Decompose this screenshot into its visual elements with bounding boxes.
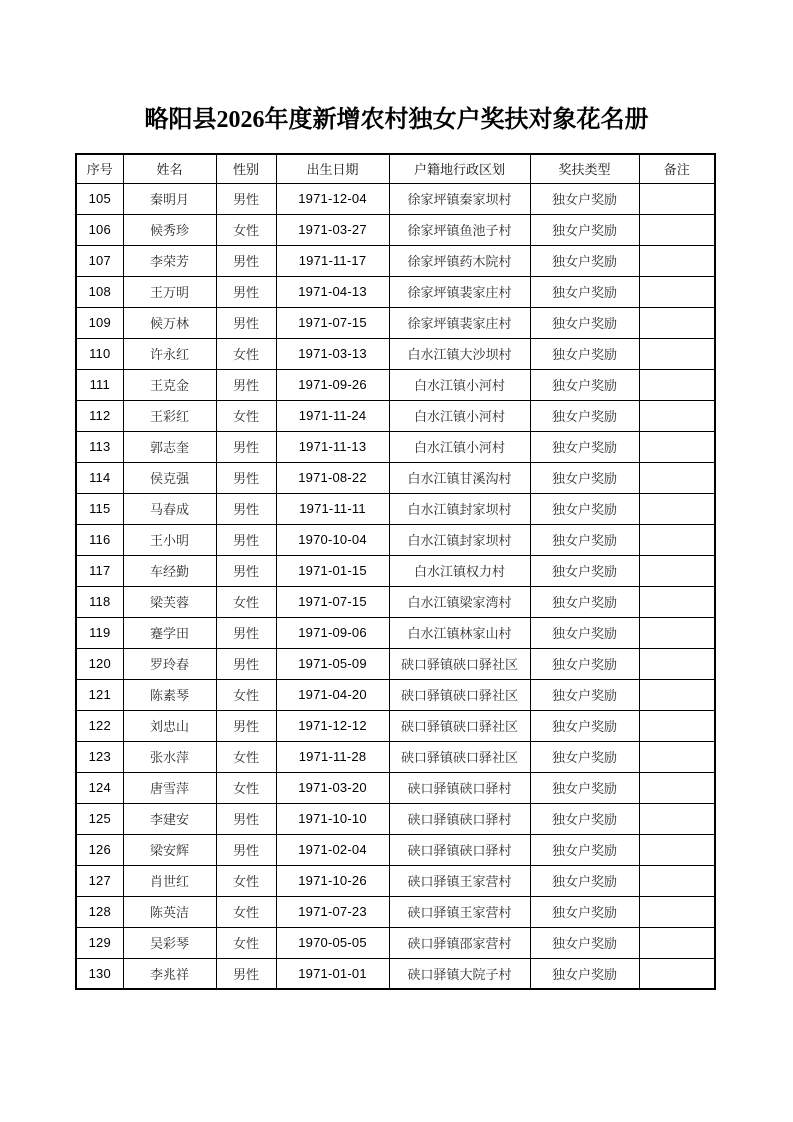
cell-name: 车经勤 [123,555,216,586]
cell-remark [639,214,715,245]
cell-index: 130 [76,958,123,989]
cell-remark [639,927,715,958]
cell-region: 白水江镇封家坝村 [389,524,530,555]
cell-name: 候万林 [123,307,216,338]
cell-gender: 女性 [216,400,276,431]
cell-birth-date: 1971-04-20 [276,679,389,710]
table-row [76,555,715,586]
cell-region: 硖口驿镇大院子村 [389,958,530,989]
cell-support-type: 独女户奖励 [530,245,639,276]
table-row [76,803,715,834]
cell-index: 109 [76,307,123,338]
cell-index: 119 [76,617,123,648]
cell-support-type: 独女户奖励 [530,214,639,245]
table-row [76,369,715,400]
cell-birth-date: 1971-03-27 [276,214,389,245]
cell-support-type: 独女户奖励 [530,524,639,555]
table-row [76,679,715,710]
cell-gender: 男性 [216,617,276,648]
cell-support-type: 独女户奖励 [530,648,639,679]
cell-region: 白水江镇封家坝村 [389,493,530,524]
cell-region: 硖口驿镇王家营村 [389,896,530,927]
cell-gender: 男性 [216,493,276,524]
cell-index: 126 [76,834,123,865]
cell-name: 王克金 [123,369,216,400]
cell-region: 白水江镇小河村 [389,400,530,431]
cell-region: 徐家坪镇鱼池子村 [389,214,530,245]
cell-region: 白水江镇林家山村 [389,617,530,648]
cell-remark [639,245,715,276]
cell-region: 硖口驿镇王家营村 [389,865,530,896]
cell-index: 116 [76,524,123,555]
cell-name: 刘忠山 [123,710,216,741]
cell-birth-date: 1971-12-12 [276,710,389,741]
cell-support-type: 独女户奖励 [530,307,639,338]
cell-region: 硖口驿镇硖口驿社区 [389,741,530,772]
cell-remark [639,679,715,710]
cell-name: 梁芙蓉 [123,586,216,617]
table-row [76,493,715,524]
cell-gender: 男性 [216,555,276,586]
cell-support-type: 独女户奖励 [530,493,639,524]
cell-birth-date: 1971-03-20 [276,772,389,803]
cell-remark [639,834,715,865]
cell-index: 121 [76,679,123,710]
cell-gender: 男性 [216,369,276,400]
cell-region: 硖口驿镇邵家营村 [389,927,530,958]
cell-birth-date: 1971-10-26 [276,865,389,896]
cell-support-type: 独女户奖励 [530,586,639,617]
cell-gender: 女性 [216,896,276,927]
cell-remark [639,865,715,896]
cell-birth-date: 1971-01-01 [276,958,389,989]
roster-table [75,153,716,990]
cell-name: 陈英洁 [123,896,216,927]
table-row [76,276,715,307]
cell-region: 硖口驿镇硖口驿村 [389,834,530,865]
cell-support-type: 独女户奖励 [530,865,639,896]
cell-index: 120 [76,648,123,679]
table-row [76,648,715,679]
cell-remark [639,896,715,927]
column-header-name: 姓名 [123,154,216,183]
cell-index: 129 [76,927,123,958]
table-row [76,896,715,927]
cell-birth-date: 1971-07-15 [276,586,389,617]
cell-region: 白水江镇梁家湾村 [389,586,530,617]
cell-gender: 女性 [216,927,276,958]
cell-gender: 男性 [216,276,276,307]
cell-birth-date: 1971-09-26 [276,369,389,400]
cell-gender: 女性 [216,586,276,617]
column-header-remark: 备注 [639,154,715,183]
cell-name: 陈素琴 [123,679,216,710]
cell-region: 白水江镇甘溪沟村 [389,462,530,493]
cell-support-type: 独女户奖励 [530,896,639,927]
cell-region: 白水江镇大沙坝村 [389,338,530,369]
cell-name: 罗玲春 [123,648,216,679]
cell-support-type: 独女户奖励 [530,338,639,369]
column-header-index: 序号 [76,154,123,183]
cell-support-type: 独女户奖励 [530,431,639,462]
table-row [76,400,715,431]
cell-remark [639,648,715,679]
cell-name: 候秀珍 [123,214,216,245]
cell-support-type: 独女户奖励 [530,834,639,865]
cell-remark [639,369,715,400]
cell-birth-date: 1971-12-04 [276,183,389,214]
cell-index: 105 [76,183,123,214]
cell-support-type: 独女户奖励 [530,555,639,586]
cell-name: 张水萍 [123,741,216,772]
cell-support-type: 独女户奖励 [530,462,639,493]
table-row [76,338,715,369]
cell-support-type: 独女户奖励 [530,617,639,648]
table-row [76,462,715,493]
cell-region: 硖口驿镇硖口驿社区 [389,679,530,710]
cell-support-type: 独女户奖励 [530,958,639,989]
cell-gender: 女性 [216,679,276,710]
table-row [76,524,715,555]
cell-index: 111 [76,369,123,400]
cell-remark [639,462,715,493]
cell-gender: 女性 [216,772,276,803]
cell-remark [639,803,715,834]
cell-name: 肖世红 [123,865,216,896]
cell-index: 106 [76,214,123,245]
table-row [76,710,715,741]
cell-remark [639,400,715,431]
cell-name: 唐雪萍 [123,772,216,803]
table-row [76,617,715,648]
cell-gender: 男性 [216,524,276,555]
cell-support-type: 独女户奖励 [530,400,639,431]
cell-birth-date: 1971-08-22 [276,462,389,493]
table-row [76,586,715,617]
cell-name: 郭志奎 [123,431,216,462]
cell-birth-date: 1971-11-24 [276,400,389,431]
cell-gender: 男性 [216,834,276,865]
cell-remark [639,338,715,369]
cell-region: 白水江镇小河村 [389,431,530,462]
cell-birth-date: 1971-11-11 [276,493,389,524]
table-body [76,183,715,989]
cell-birth-date: 1970-05-05 [276,927,389,958]
table-row [76,741,715,772]
cell-name: 李建安 [123,803,216,834]
cell-birth-date: 1971-11-17 [276,245,389,276]
cell-index: 117 [76,555,123,586]
cell-support-type: 独女户奖励 [530,710,639,741]
cell-index: 108 [76,276,123,307]
column-header-region: 户籍地行政区划 [389,154,530,183]
cell-remark [639,183,715,214]
cell-gender: 女性 [216,214,276,245]
cell-name: 秦明月 [123,183,216,214]
cell-gender: 女性 [216,338,276,369]
cell-index: 115 [76,493,123,524]
cell-name: 蹇学田 [123,617,216,648]
cell-index: 123 [76,741,123,772]
cell-index: 128 [76,896,123,927]
cell-support-type: 独女户奖励 [530,772,639,803]
cell-index: 114 [76,462,123,493]
cell-index: 118 [76,586,123,617]
page-title: 略阳县2026年度新增农村独女户奖扶对象花名册 [144,107,649,133]
cell-name: 马春成 [123,493,216,524]
cell-gender: 男性 [216,245,276,276]
cell-birth-date: 1971-03-13 [276,338,389,369]
cell-support-type: 独女户奖励 [530,679,639,710]
column-header-birth-date: 出生日期 [276,154,389,183]
cell-remark [639,710,715,741]
cell-support-type: 独女户奖励 [530,276,639,307]
cell-name: 侯克强 [123,462,216,493]
cell-birth-date: 1971-11-28 [276,741,389,772]
cell-birth-date: 1971-07-15 [276,307,389,338]
cell-gender: 男性 [216,648,276,679]
cell-index: 110 [76,338,123,369]
cell-gender: 男性 [216,462,276,493]
cell-support-type: 独女户奖励 [530,927,639,958]
cell-region: 白水江镇权力村 [389,555,530,586]
column-header-gender: 性别 [216,154,276,183]
cell-index: 122 [76,710,123,741]
cell-remark [639,617,715,648]
cell-index: 113 [76,431,123,462]
cell-name: 许永红 [123,338,216,369]
cell-remark [639,307,715,338]
cell-birth-date: 1971-09-06 [276,617,389,648]
cell-name: 李兆祥 [123,958,216,989]
cell-remark [639,431,715,462]
cell-name: 梁安辉 [123,834,216,865]
cell-gender: 男性 [216,183,276,214]
cell-birth-date: 1971-07-23 [276,896,389,927]
cell-gender: 男性 [216,803,276,834]
cell-gender: 女性 [216,741,276,772]
table-row [76,307,715,338]
cell-region: 硖口驿镇硖口驿村 [389,803,530,834]
cell-remark [639,276,715,307]
table-row [76,431,715,462]
cell-birth-date: 1971-02-04 [276,834,389,865]
table-row [76,958,715,989]
table-row [76,834,715,865]
table-row [76,245,715,276]
cell-region: 徐家坪镇秦家坝村 [389,183,530,214]
cell-remark [639,741,715,772]
table-row [76,927,715,958]
cell-index: 107 [76,245,123,276]
cell-name: 王彩红 [123,400,216,431]
cell-remark [639,555,715,586]
cell-gender: 男性 [216,710,276,741]
table-row [76,183,715,214]
cell-remark [639,524,715,555]
cell-support-type: 独女户奖励 [530,183,639,214]
cell-index: 112 [76,400,123,431]
cell-birth-date: 1971-11-13 [276,431,389,462]
cell-region: 白水江镇小河村 [389,369,530,400]
cell-gender: 男性 [216,958,276,989]
cell-remark [639,772,715,803]
cell-birth-date: 1971-05-09 [276,648,389,679]
cell-birth-date: 1971-01-15 [276,555,389,586]
table-row [76,865,715,896]
cell-birth-date: 1971-10-10 [276,803,389,834]
table-header [76,154,715,183]
cell-name: 王万明 [123,276,216,307]
table-row [76,214,715,245]
cell-support-type: 独女户奖励 [530,803,639,834]
cell-region: 徐家坪镇药木院村 [389,245,530,276]
cell-name: 吴彩琴 [123,927,216,958]
cell-gender: 男性 [216,431,276,462]
cell-gender: 男性 [216,307,276,338]
cell-region: 硖口驿镇硖口驿社区 [389,710,530,741]
cell-region: 徐家坪镇裴家庄村 [389,276,530,307]
header-row [76,154,715,183]
cell-remark [639,958,715,989]
cell-birth-date: 1970-10-04 [276,524,389,555]
cell-region: 硖口驿镇硖口驿社区 [389,648,530,679]
cell-index: 125 [76,803,123,834]
cell-support-type: 独女户奖励 [530,741,639,772]
cell-region: 徐家坪镇裴家庄村 [389,307,530,338]
cell-name: 王小明 [123,524,216,555]
cell-index: 124 [76,772,123,803]
cell-gender: 女性 [216,865,276,896]
cell-name: 李荣芳 [123,245,216,276]
table-row [76,772,715,803]
cell-index: 127 [76,865,123,896]
cell-birth-date: 1971-04-13 [276,276,389,307]
column-header-support-type: 奖扶类型 [530,154,639,183]
cell-remark [639,586,715,617]
cell-support-type: 独女户奖励 [530,369,639,400]
cell-region: 硖口驿镇硖口驿村 [389,772,530,803]
cell-remark [639,493,715,524]
